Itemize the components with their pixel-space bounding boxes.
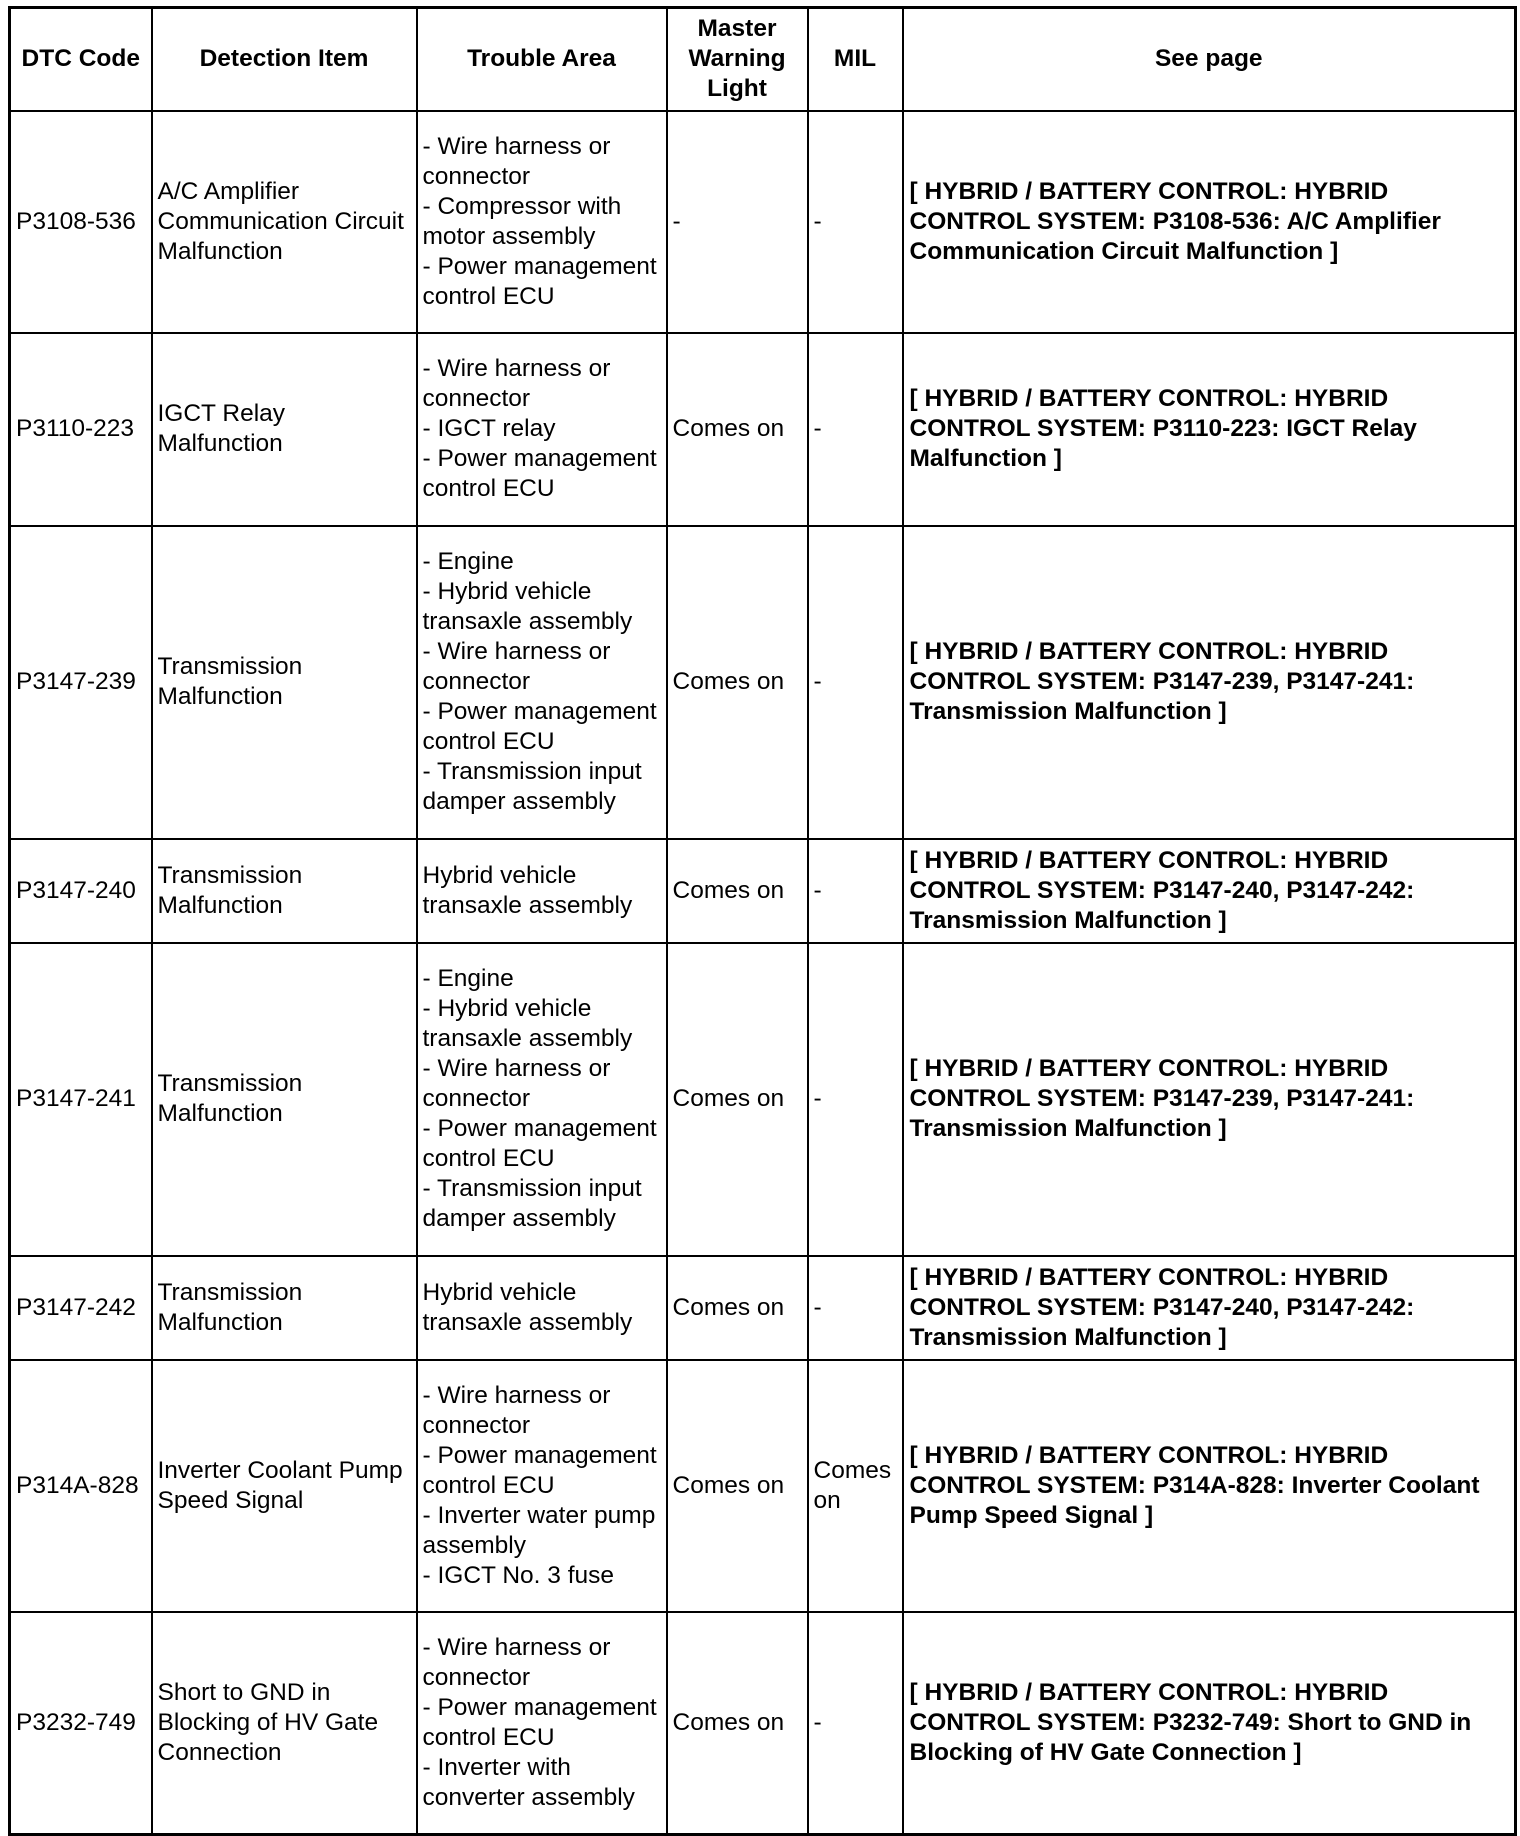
trouble-area-line: Hybrid vehicle transaxle assembly bbox=[422, 861, 633, 919]
see-page-link[interactable]: [ HYBRID / BATTERY CONTROL: HYBRID CONTROL SYSTEM: P3147-239, P3147-241: Transmission Malfunction ] bbox=[909, 1055, 1415, 1142]
table-row bbox=[10, 1360, 1516, 1612]
trouble-area-line: - Wire harness or connector bbox=[422, 1633, 611, 1691]
trouble-area-cell bbox=[417, 1256, 667, 1360]
detection-item-cell: Inverter Coolant Pump Speed Signal bbox=[152, 1360, 417, 1612]
detection-item-cell: Short to GND in Blocking of HV Gate Connection bbox=[152, 1612, 417, 1835]
mil-cell: - bbox=[808, 333, 903, 526]
trouble-area-line: - Power management control ECU bbox=[422, 445, 657, 502]
table-row bbox=[10, 943, 1516, 1256]
master-warning-light-cell: Comes on bbox=[667, 1256, 808, 1360]
master-warning-light-cell: Comes on bbox=[667, 943, 808, 1256]
detection-item-cell: IGCT Relay Malfunction bbox=[152, 333, 417, 526]
see-page-cell bbox=[903, 333, 1516, 526]
dtc-code-cell: P3108-536 bbox=[10, 111, 152, 333]
trouble-area-line: - Compressor with motor assembly bbox=[422, 192, 622, 250]
trouble-area-line: - Wire harness or connector bbox=[422, 1055, 611, 1112]
see-page-cell bbox=[903, 943, 1516, 1256]
trouble-area-cell bbox=[417, 943, 667, 1256]
trouble-area-line: Hybrid vehicle transaxle assembly bbox=[422, 1278, 633, 1336]
trouble-area-line: - Inverter water pump assembly bbox=[422, 1501, 656, 1559]
header-mil: MIL bbox=[808, 8, 903, 111]
dtc-code-cell: P3147-240 bbox=[10, 839, 152, 943]
trouble-area-line: - Power management control ECU bbox=[422, 252, 657, 310]
see-page-cell bbox=[903, 839, 1516, 943]
see-page-link[interactable]: [ HYBRID / BATTERY CONTROL: HYBRID CONTROL SYSTEM: P3147-240, P3147-242: Transmission Malfunction ] bbox=[909, 846, 1415, 934]
trouble-area-line: - Power management control ECU bbox=[422, 698, 657, 755]
see-page-cell bbox=[903, 111, 1516, 333]
see-page-link[interactable]: [ HYBRID / BATTERY CONTROL: HYBRID CONTROL SYSTEM: P3232-749: Short to GND in Blocking of HV Gate Connection ] bbox=[909, 1678, 1472, 1766]
dtc-code-cell: P3147-242 bbox=[10, 1256, 152, 1360]
dtc-table bbox=[8, 6, 1517, 1836]
see-page-link[interactable]: [ HYBRID / BATTERY CONTROL: HYBRID CONTROL SYSTEM: P3147-240, P3147-242: Transmission Malfunction ] bbox=[909, 1263, 1415, 1351]
table-row bbox=[10, 1612, 1516, 1835]
dtc-code-cell: P3147-241 bbox=[10, 943, 152, 1256]
see-page-link[interactable]: [ HYBRID / BATTERY CONTROL: HYBRID CONTROL SYSTEM: P314A-828: Inverter Coolant Pump Speed Signal ] bbox=[909, 1441, 1480, 1529]
trouble-area-line: - Hybrid vehicle transaxle assembly bbox=[422, 995, 633, 1052]
mil-cell: - bbox=[808, 526, 903, 839]
see-page-link[interactable]: [ HYBRID / BATTERY CONTROL: HYBRID CONTROL SYSTEM: P3108-536: A/C Amplifier Communication Circuit Malfunction ] bbox=[909, 177, 1441, 265]
table-row bbox=[10, 839, 1516, 943]
master-warning-light-cell: Comes on bbox=[667, 1360, 808, 1612]
trouble-area-line: - Power management control ECU bbox=[422, 1693, 657, 1751]
see-page-cell bbox=[903, 1612, 1516, 1835]
table-row bbox=[10, 1256, 1516, 1360]
table-row bbox=[10, 333, 1516, 526]
trouble-area-cell bbox=[417, 1360, 667, 1612]
dtc-code-cell: P3147-239 bbox=[10, 526, 152, 839]
header-row bbox=[10, 8, 1516, 111]
mil-cell: - bbox=[808, 1256, 903, 1360]
detection-item-cell: A/C Amplifier Communication Circuit Malfunction bbox=[152, 111, 417, 333]
see-page-cell bbox=[903, 1256, 1516, 1360]
see-page-link[interactable]: [ HYBRID / BATTERY CONTROL: HYBRID CONTROL SYSTEM: P3110-223: IGCT Relay Malfunction ] bbox=[909, 385, 1417, 472]
trouble-area-line: - Transmission input damper assembly bbox=[422, 1175, 642, 1232]
mil-cell: - bbox=[808, 1612, 903, 1835]
trouble-area-line: - Hybrid vehicle transaxle assembly bbox=[422, 578, 633, 635]
trouble-area-cell bbox=[417, 111, 667, 333]
trouble-area-cell bbox=[417, 526, 667, 839]
table-row bbox=[10, 111, 1516, 333]
see-page-link[interactable]: [ HYBRID / BATTERY CONTROL: HYBRID CONTROL SYSTEM: P3147-239, P3147-241: Transmission Malfunction ] bbox=[909, 638, 1415, 725]
table-row bbox=[10, 526, 1516, 839]
trouble-area-cell bbox=[417, 333, 667, 526]
mil-cell: - bbox=[808, 111, 903, 333]
detection-item-cell: Transmission Malfunction bbox=[152, 943, 417, 1256]
detection-item-cell: Transmission Malfunction bbox=[152, 526, 417, 839]
detection-item-cell: Transmission Malfunction bbox=[152, 1256, 417, 1360]
header-master-warning-light: Master Warning Light bbox=[667, 8, 808, 111]
header-dtc-code: DTC Code bbox=[10, 8, 152, 111]
header-see-page: See page bbox=[903, 8, 1516, 111]
trouble-area-line: - Engine bbox=[422, 548, 514, 575]
header-detection-item: Detection Item bbox=[152, 8, 417, 111]
detection-item-cell: Transmission Malfunction bbox=[152, 839, 417, 943]
master-warning-light-cell: Comes on bbox=[667, 526, 808, 839]
master-warning-light-cell: Comes on bbox=[667, 333, 808, 526]
trouble-area-line: - Engine bbox=[422, 965, 514, 992]
trouble-area-line: - Wire harness or connector bbox=[422, 1381, 611, 1439]
master-warning-light-cell: Comes on bbox=[667, 839, 808, 943]
master-warning-light-cell: Comes on bbox=[667, 1612, 808, 1835]
table-body bbox=[10, 111, 1516, 1835]
mil-cell: - bbox=[808, 839, 903, 943]
see-page-cell bbox=[903, 526, 1516, 839]
trouble-area-line: - Wire harness or connector bbox=[422, 132, 611, 190]
dtc-code-cell: P3232-749 bbox=[10, 1612, 152, 1835]
trouble-area-cell bbox=[417, 1612, 667, 1835]
dtc-code-cell: P314A-828 bbox=[10, 1360, 152, 1612]
mil-cell: - bbox=[808, 943, 903, 1256]
trouble-area-line: - IGCT No. 3 fuse bbox=[422, 1561, 615, 1589]
trouble-area-line: - IGCT relay bbox=[422, 415, 556, 442]
trouble-area-line: - Power management control ECU bbox=[422, 1441, 657, 1499]
trouble-area-line: - Wire harness or connector bbox=[422, 638, 611, 695]
see-page-cell bbox=[903, 1360, 1516, 1612]
dtc-code-cell: P3110-223 bbox=[10, 333, 152, 526]
trouble-area-line: - Inverter with converter assembly bbox=[422, 1753, 635, 1811]
mil-cell: Comes on bbox=[808, 1360, 903, 1612]
trouble-area-line: - Power management control ECU bbox=[422, 1115, 657, 1172]
trouble-area-line: - Wire harness or connector bbox=[422, 355, 611, 412]
trouble-area-cell bbox=[417, 839, 667, 943]
header-trouble-area: Trouble Area bbox=[417, 8, 667, 111]
master-warning-light-cell: - bbox=[667, 111, 808, 333]
trouble-area-line: - Transmission input damper assembly bbox=[422, 758, 642, 815]
